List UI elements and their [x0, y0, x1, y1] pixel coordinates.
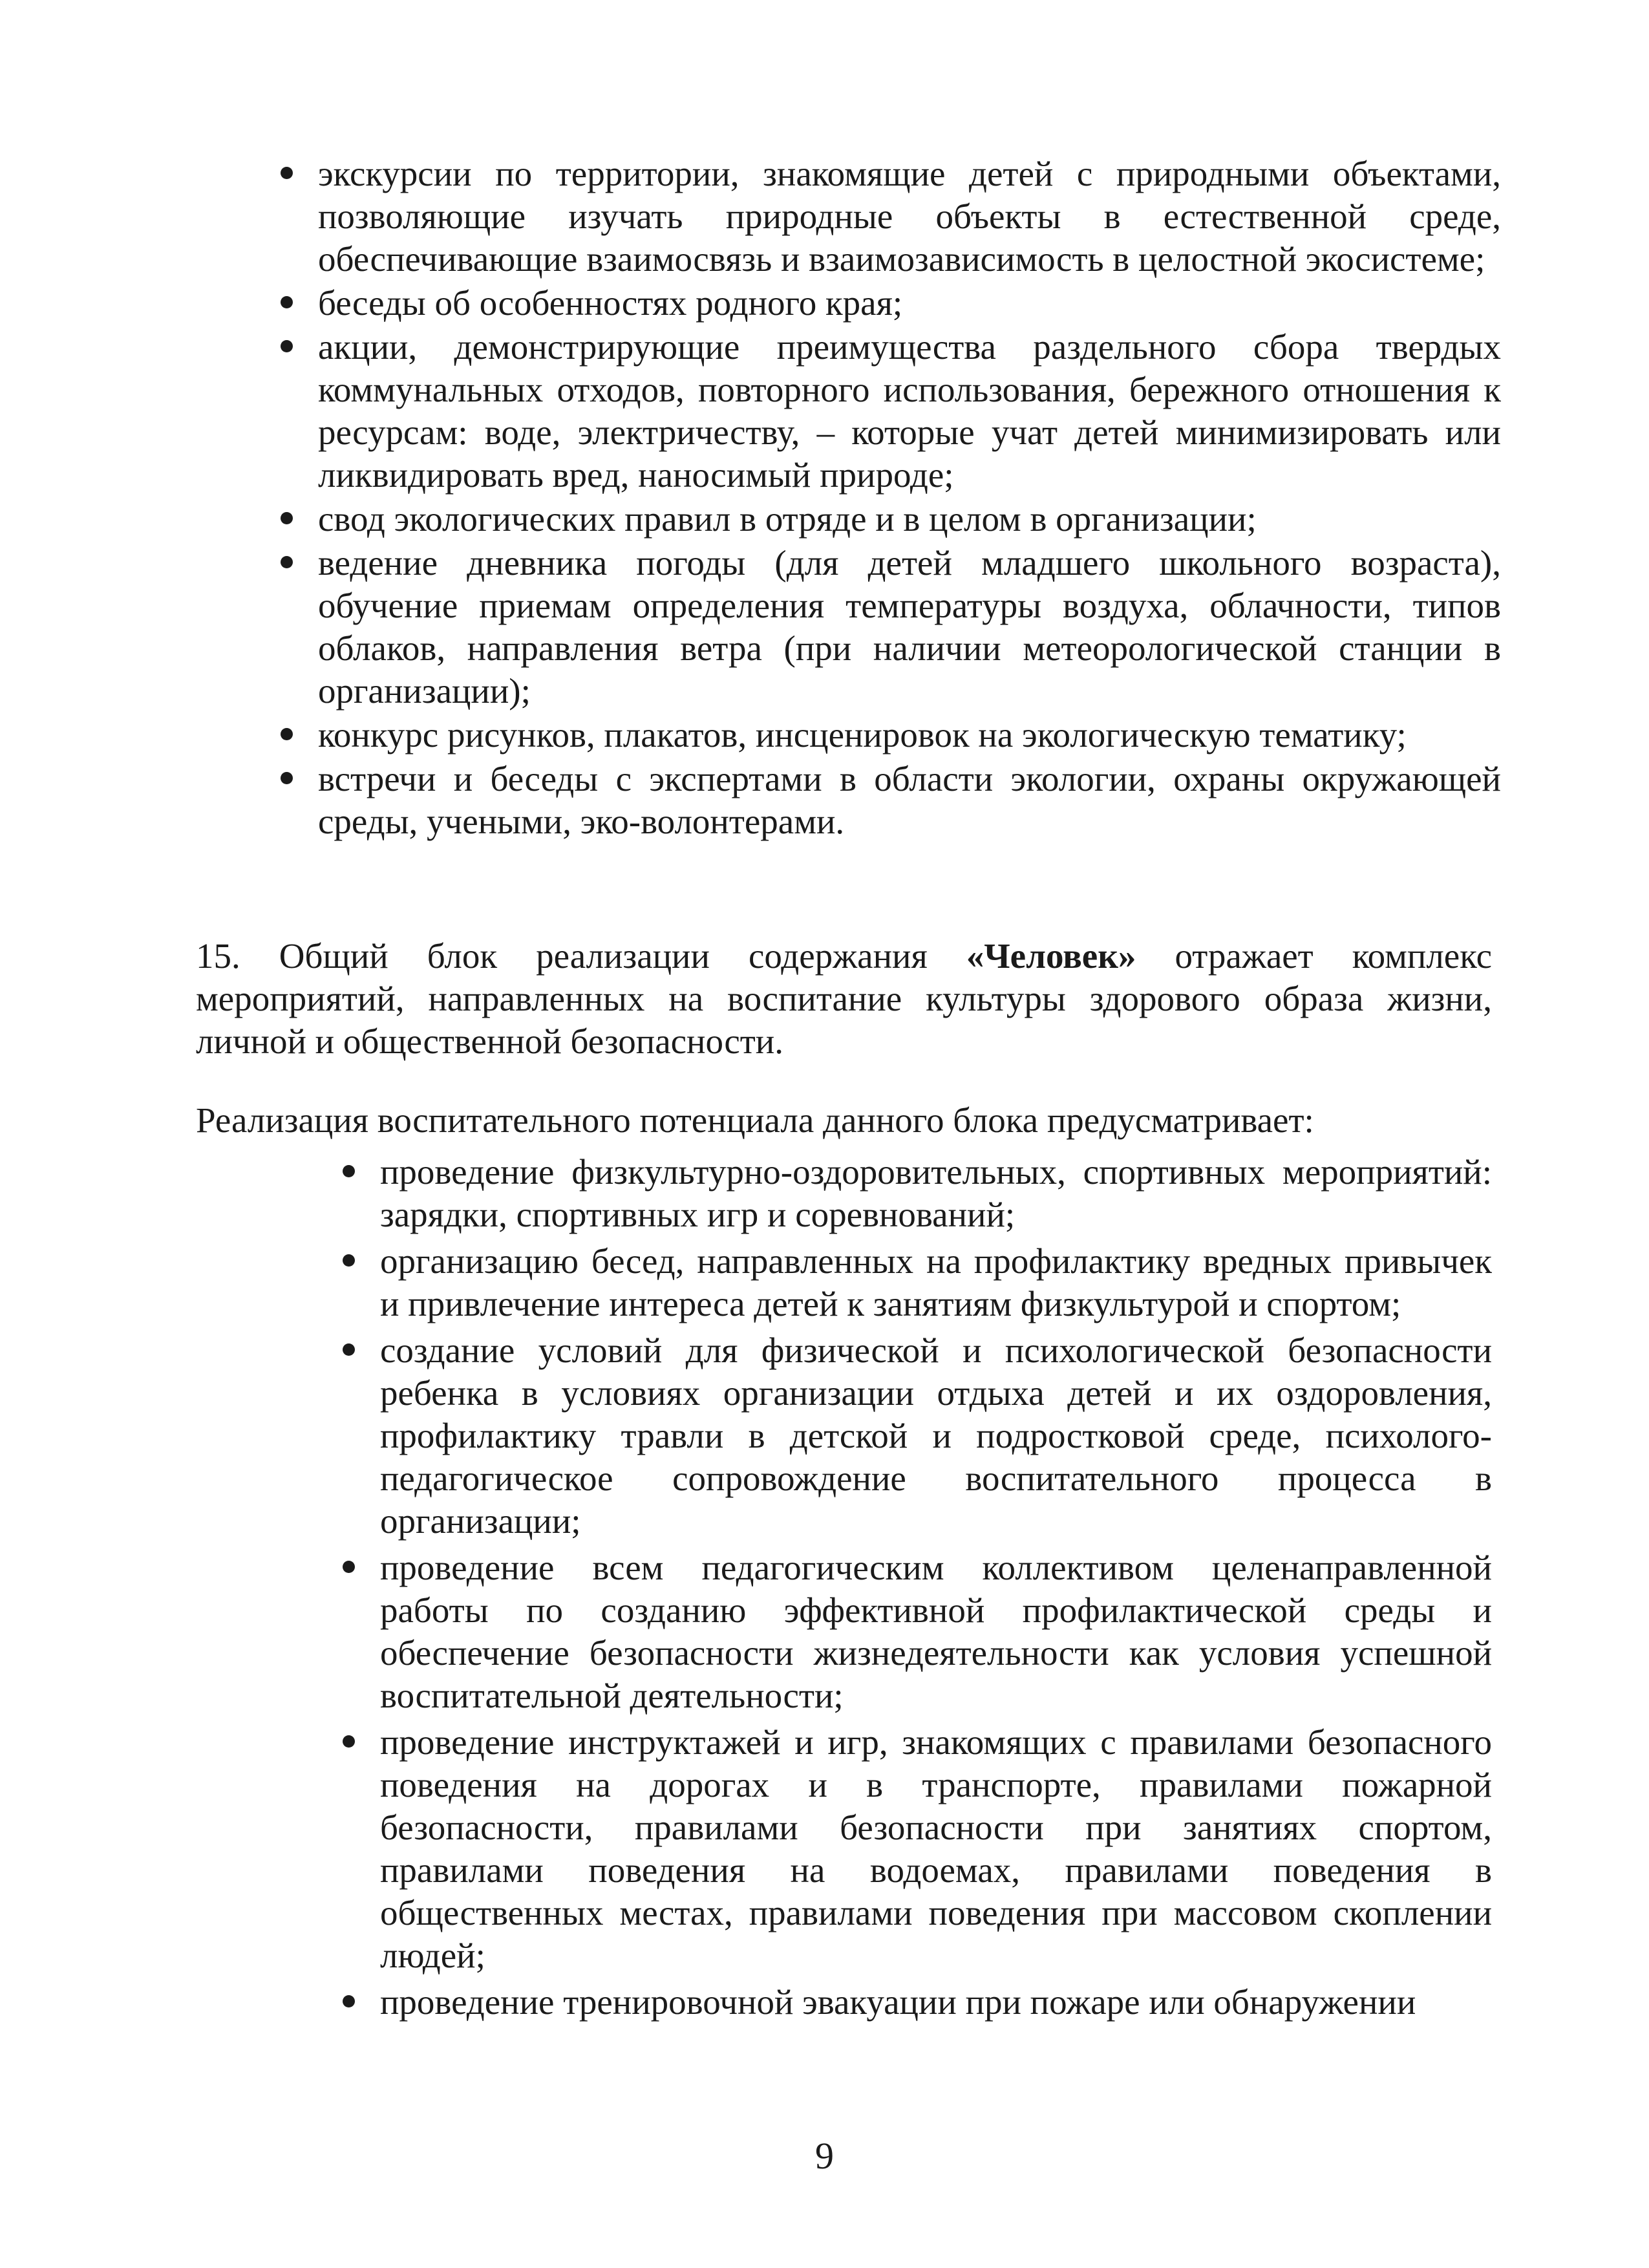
list-item-text: экскурсии по территории, знакомящие детей с природными объектами, позволяющие изучать природные объекты в естественной среде, обеспечивающие взаимосвязь и взаимозависимость в целостной экосистеме;: [318, 154, 1501, 279]
block-name-human: «Человек»: [966, 936, 1136, 976]
ecology-activities-list: [318, 153, 1501, 844]
bullet-icon: [281, 556, 293, 568]
list-item: [318, 758, 1501, 843]
bullet-icon: [343, 1254, 355, 1267]
list-item-text: конкурс рисунков, плакатов, инсценировок на экологическую тематику;: [318, 715, 1407, 754]
human-activities-list: [380, 1151, 1492, 2027]
list-item-text: проведение инструктажей и игр, знакомящих с правилами безопасного поведения на дорогах и в транспорте, правилами пожарной безопасности, правилами безопасности при занятиях спортом, правилами поведения на водоемах, правилами поведения в общественных местах, правилами поведения при массовом скоплении людей;: [380, 1722, 1492, 1975]
section-15-suffix: отражает комплекс мероприятий, направленных на воспитание культуры здорового образа жизни, личной и общественной безопасности.: [196, 936, 1492, 1061]
bullet-icon: [343, 1343, 355, 1356]
bullet-icon: [343, 1165, 355, 1177]
list-item-text: создание условий для физической и психологической безопасности ребенка в условиях организации отдыха детей и их оздоровления, профилактику травли в детской и подростковой среде, психолого-педагогическое сопровождение воспитательного процесса в организации;: [380, 1331, 1492, 1541]
list-item: [380, 1329, 1492, 1543]
bullet-icon: [281, 728, 293, 740]
list-item: [380, 1240, 1492, 1325]
list-item: [318, 326, 1501, 497]
list-item-text: акции, демонстрирующие преимущества раздельного сбора твердых коммунальных отходов, повторного использования, бережного отношения к ресурсам: воде, электричеству, – которые учат детей минимизировать или ликвидировать вред, наносимый природе;: [318, 327, 1501, 495]
list-item-text: ведение дневника погоды (для детей младшего школьного возраста), обучение приемам определения температуры воздуха, облачности, типов облаков, направления ветра (при наличии метеорологической станции в организации);: [318, 543, 1501, 711]
bullet-icon: [281, 296, 293, 308]
bullet-icon: [281, 512, 293, 524]
list-item: [318, 498, 1501, 540]
intro-paragraph: Реализация воспитательного потенциала данного блока предусматривает:: [196, 1100, 1314, 1140]
list-item-text: проведение всем педагогическим коллективом целенаправленной работы по созданию эффективной профилактической среды и обеспечение безопасности жизнедеятельности как условия успешной воспитательной деятельности;: [380, 1548, 1492, 1715]
bullet-icon: [281, 167, 293, 179]
bullet-icon: [281, 772, 293, 784]
list-item: [318, 542, 1501, 712]
list-item: [318, 153, 1501, 281]
list-item: [380, 1981, 1492, 2024]
list-item: [318, 282, 1501, 325]
list-item-text: проведение физкультурно-оздоровительных, спортивных мероприятий: зарядки, спортивных игр и соревнований;: [380, 1152, 1492, 1234]
section-15-paragraph: [196, 935, 1492, 1063]
list-item: [318, 714, 1501, 756]
bullet-icon: [343, 1735, 355, 1748]
page-number: 9: [815, 2135, 834, 2177]
list-item-text: организацию бесед, направленных на профилактику вредных привычек и привлечение интереса детей к занятиям физкультурой и спортом;: [380, 1241, 1492, 1323]
bullet-icon: [343, 1995, 355, 2007]
bullet-icon: [281, 340, 293, 352]
list-item: [380, 1151, 1492, 1236]
list-item-text: проведение тренировочной эвакуации при пожаре или обнаружении: [380, 1982, 1416, 2022]
list-item-text: встречи и беседы с экспертами в области экологии, охраны окружающей среды, учеными, эко-волонтерами.: [318, 759, 1501, 841]
list-item-text: свод экологических правил в отряде и в целом в организации;: [318, 499, 1257, 539]
section-15-prefix: 15. Общий блок реализации содержания: [196, 936, 966, 976]
list-item-text: беседы об особенностях родного края;: [318, 283, 903, 323]
list-item: [380, 1546, 1492, 1717]
bullet-icon: [343, 1561, 355, 1573]
list-item: [380, 1721, 1492, 1977]
